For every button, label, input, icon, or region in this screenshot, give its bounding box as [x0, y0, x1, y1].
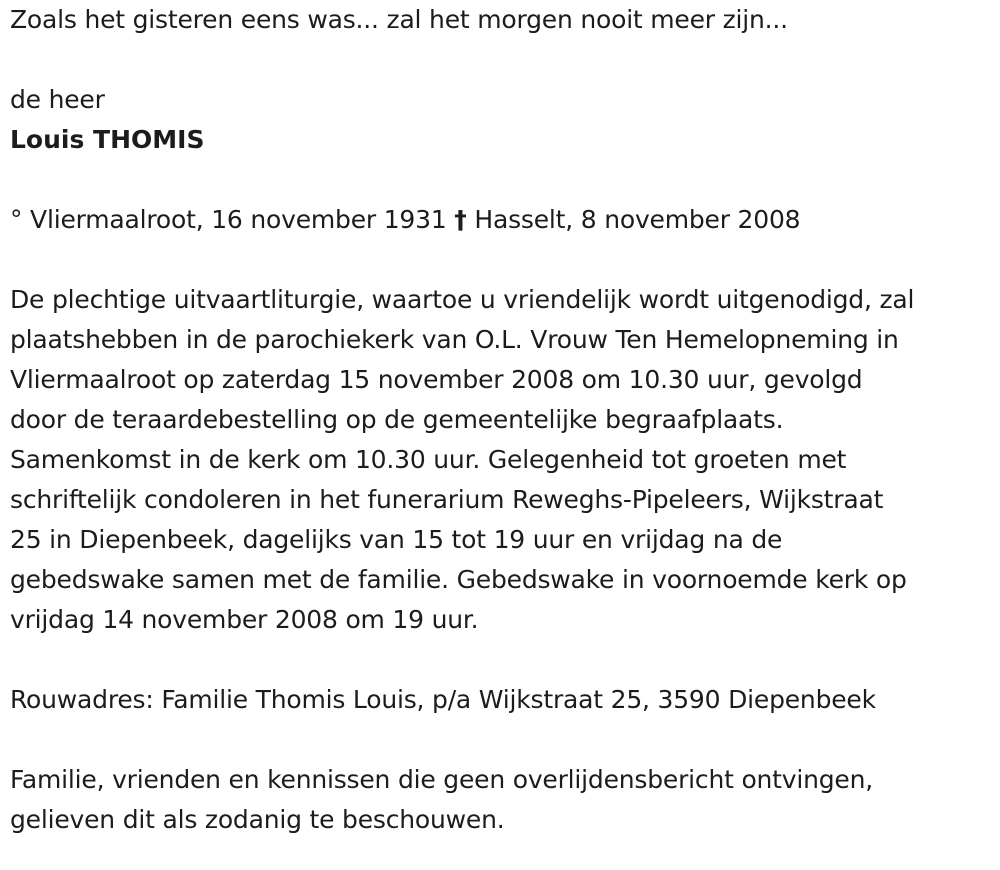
ceremony-line: schriftelijk condoleren in het funerarium Reweghs-Pipeleers, Wijkstraat	[10, 485, 884, 514]
ceremony-line: Samenkomst in de kerk om 10.30 uur. Gelegenheid tot groeten met	[10, 445, 847, 474]
ceremony-line: gebedswake samen met de familie. Gebedswake in voornoemde kerk op	[10, 565, 907, 594]
ceremony-line: vrijdag 14 november 2008 om 19 uur.	[10, 605, 479, 634]
cross-icon: †	[454, 205, 467, 234]
closing-paragraph	[10, 760, 995, 840]
ceremony-line: 25 in Diepenbeek, dagelijks van 15 tot 19 uur en vrijdag na de	[10, 525, 783, 554]
dates-line	[10, 200, 995, 240]
ceremony-line: Vliermaalroot op zaterdag 15 november 2008 om 10.30 uur, gevolgd	[10, 365, 863, 394]
ceremony-line: plaatshebben in de parochiekerk van O.L. Vrouw Ten Hemelopneming in	[10, 325, 899, 354]
death-info: Hasselt, 8 november 2008	[474, 205, 801, 234]
salutation: de heer	[10, 85, 105, 114]
quote: Zoals het gisteren eens was... zal het morgen nooit meer zijn...	[10, 5, 788, 34]
closing-line: Familie, vrienden en kennissen die geen overlijdensbericht ontvingen,	[10, 765, 874, 794]
closing-line: gelieven dit als zodanig te beschouwen.	[10, 805, 505, 834]
mourning-address: Rouwadres: Familie Thomis Louis, p/a Wijkstraat 25, 3590 Diepenbeek	[10, 685, 876, 714]
ceremony-paragraph	[10, 280, 995, 640]
ceremony-line: De plechtige uitvaartliturgie, waartoe u vriendelijk wordt uitgenodigd, zal	[10, 285, 915, 314]
deceased-name: Louis THOMIS	[10, 125, 205, 154]
ceremony-line: door de teraardebestelling op de gemeentelijke begraafplaats.	[10, 405, 784, 434]
obituary-document	[10, 0, 995, 840]
birth-info: ° Vliermaalroot, 16 november 1931	[10, 205, 447, 234]
